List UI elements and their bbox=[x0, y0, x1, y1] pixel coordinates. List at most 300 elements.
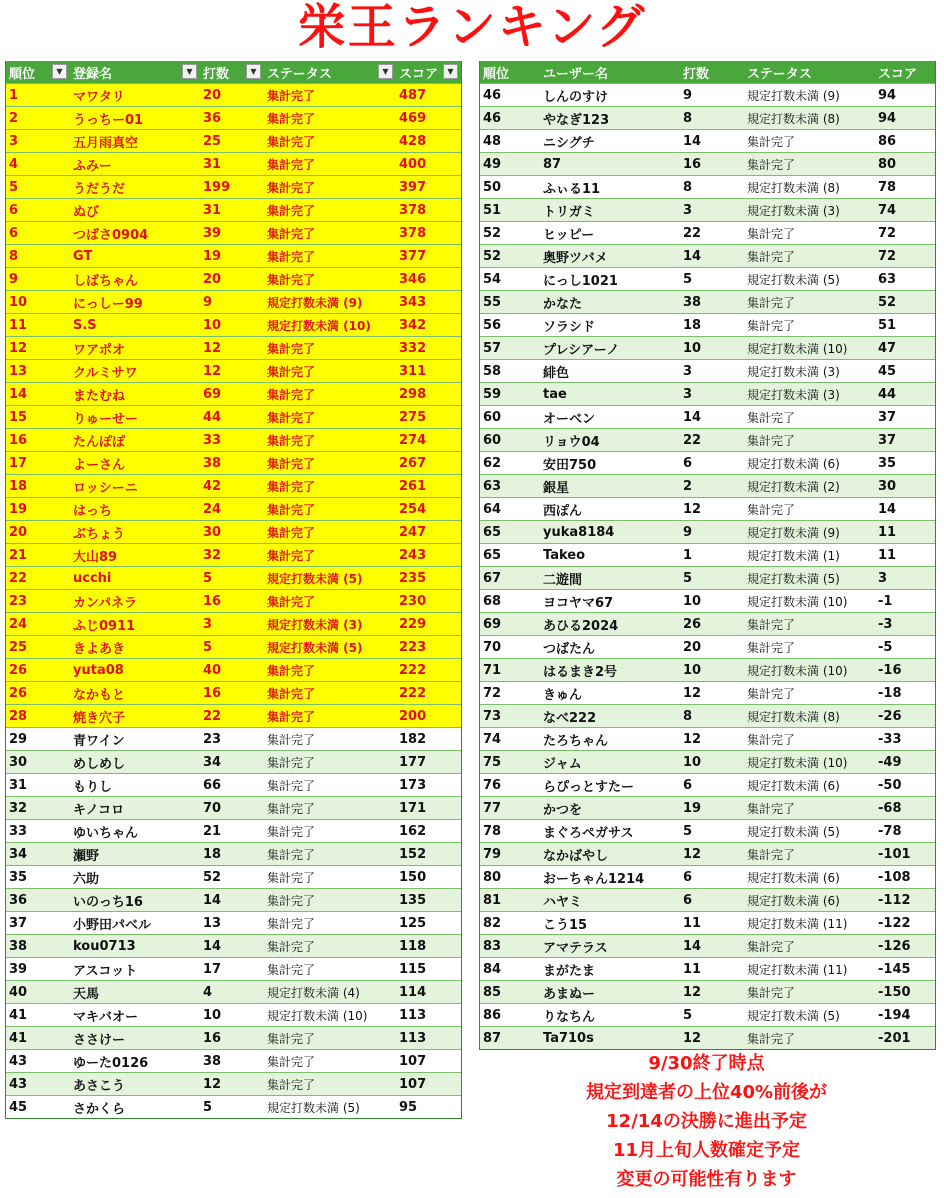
cell-status: 集計完了 bbox=[267, 249, 316, 264]
cell-rank: 21 bbox=[9, 547, 28, 563]
cell-rank: 57 bbox=[483, 340, 502, 356]
cell-name: かなた bbox=[543, 296, 583, 312]
cell-status: 集計完了 bbox=[747, 433, 796, 448]
note-line: 11月上旬人数確定予定 bbox=[612, 1140, 801, 1161]
cell-rank: 60 bbox=[483, 432, 502, 448]
table-row bbox=[480, 865, 935, 888]
table-row bbox=[6, 497, 461, 520]
column-header-at-bats[interactable] bbox=[200, 61, 264, 83]
filter-dropdown-icon[interactable]: ▼ bbox=[378, 64, 393, 79]
table-row bbox=[6, 635, 461, 658]
table-row bbox=[6, 704, 461, 727]
table-row bbox=[480, 750, 935, 773]
table-row bbox=[480, 934, 935, 957]
cell-name: マキバオー bbox=[73, 1009, 139, 1025]
cell-score: 94 bbox=[878, 110, 897, 126]
cell-rank: 87 bbox=[483, 1030, 502, 1046]
cell-status: 集計完了 bbox=[267, 341, 316, 356]
cell-score: -50 bbox=[878, 777, 902, 793]
cell-name: ヨコヤマ67 bbox=[543, 595, 614, 611]
cell-name: ハヤミ bbox=[543, 894, 583, 910]
cell-rank: 84 bbox=[483, 961, 502, 977]
cell-name: きゅん bbox=[543, 687, 583, 703]
cell-name: プレシアーノ bbox=[543, 342, 620, 358]
table-row bbox=[6, 727, 461, 750]
cell-score: 47 bbox=[878, 340, 897, 356]
table-row bbox=[6, 658, 461, 681]
cell-rank: 80 bbox=[483, 869, 502, 885]
cell-score: 222 bbox=[399, 685, 427, 701]
cell-name: つばたん bbox=[543, 641, 596, 657]
table-row bbox=[480, 129, 935, 152]
cell-at-bats: 38 bbox=[683, 294, 702, 310]
cell-at-bats: 25 bbox=[203, 133, 222, 149]
column-header-name[interactable] bbox=[70, 61, 200, 83]
cell-score: 115 bbox=[399, 961, 427, 977]
cell-status: 集計完了 bbox=[747, 134, 796, 149]
cell-status: 集計完了 bbox=[267, 456, 316, 471]
cell-score: -108 bbox=[878, 869, 911, 885]
cell-at-bats: 24 bbox=[203, 501, 222, 517]
table-row bbox=[6, 474, 461, 497]
cell-at-bats: 33 bbox=[203, 432, 222, 448]
cell-name: 天馬 bbox=[73, 986, 100, 1002]
cell-status: 集計完了 bbox=[267, 410, 316, 425]
cell-name: 瀬野 bbox=[73, 848, 100, 864]
cell-name: 六助 bbox=[73, 871, 100, 887]
cell-rank: 16 bbox=[9, 432, 28, 448]
table-row bbox=[6, 1095, 461, 1118]
table-row bbox=[6, 796, 461, 819]
cell-status: 集計完了 bbox=[747, 939, 796, 954]
cell-name: 五月雨真空 bbox=[73, 135, 139, 151]
cell-score: 37 bbox=[878, 409, 897, 425]
cell-status: 規定打数未満 (11) bbox=[747, 916, 848, 931]
cell-rank: 86 bbox=[483, 1007, 502, 1023]
cell-at-bats: 3 bbox=[683, 386, 693, 402]
cell-name: かつを bbox=[543, 802, 583, 818]
cell-score: 11 bbox=[878, 547, 897, 563]
cell-rank: 68 bbox=[483, 593, 502, 609]
cell-score: 342 bbox=[399, 317, 427, 333]
cell-status: 集計完了 bbox=[747, 295, 796, 310]
cell-at-bats: 10 bbox=[203, 1007, 222, 1023]
cell-at-bats: 8 bbox=[683, 708, 693, 724]
cell-status: 集計完了 bbox=[267, 801, 316, 816]
cell-status: 集計完了 bbox=[267, 1077, 316, 1092]
column-header-rank[interactable] bbox=[6, 61, 70, 83]
cell-score: 150 bbox=[399, 869, 427, 885]
cell-score: 254 bbox=[399, 501, 427, 517]
cell-at-bats: 10 bbox=[203, 317, 222, 333]
cell-status: 規定打数未満 (6) bbox=[747, 778, 840, 793]
cell-name: ucchi bbox=[73, 570, 112, 586]
table-row bbox=[6, 1003, 461, 1026]
cell-rank: 60 bbox=[483, 409, 502, 425]
table-row bbox=[480, 589, 935, 612]
table-row bbox=[6, 382, 461, 405]
cell-rank: 22 bbox=[9, 570, 28, 586]
table-row bbox=[480, 152, 935, 175]
cell-at-bats: 14 bbox=[203, 938, 222, 954]
cell-score: -150 bbox=[878, 984, 911, 1000]
cell-rank: 31 bbox=[9, 777, 28, 793]
cell-rank: 35 bbox=[9, 869, 28, 885]
table-row bbox=[6, 980, 461, 1003]
cell-name: tae bbox=[543, 386, 567, 402]
note-line: 変更の可能性有ります bbox=[616, 1169, 797, 1190]
cell-score: 378 bbox=[399, 225, 427, 241]
table-row bbox=[480, 175, 935, 198]
cell-name: たろちゃん bbox=[543, 733, 609, 749]
table-row bbox=[6, 819, 461, 842]
cell-name: アスコット bbox=[73, 963, 138, 979]
column-header-label: 登録名 bbox=[73, 66, 113, 82]
table-row bbox=[6, 175, 461, 198]
cell-rank: 11 bbox=[9, 317, 28, 333]
cell-score: -49 bbox=[878, 754, 902, 770]
cell-status: 規定打数未満 (5) bbox=[747, 1008, 840, 1023]
cell-at-bats: 22 bbox=[683, 432, 702, 448]
cell-rank: 32 bbox=[9, 800, 28, 816]
table-row bbox=[6, 911, 461, 934]
cell-name: たんぽぽ bbox=[73, 434, 126, 450]
cell-rank: 65 bbox=[483, 547, 502, 563]
cell-rank: 34 bbox=[9, 846, 28, 862]
table-row bbox=[6, 152, 461, 175]
cell-score: 229 bbox=[399, 616, 427, 632]
cell-rank: 75 bbox=[483, 754, 502, 770]
cell-rank: 24 bbox=[9, 616, 28, 632]
cell-rank: 81 bbox=[483, 892, 502, 908]
cell-score: 222 bbox=[399, 662, 427, 678]
cell-rank: 8 bbox=[9, 248, 19, 264]
table-row bbox=[6, 244, 461, 267]
cell-score: 52 bbox=[878, 294, 897, 310]
table-row bbox=[6, 750, 461, 773]
table-body bbox=[6, 83, 461, 1118]
table-row bbox=[480, 888, 935, 911]
cell-name: ゆいちゃん bbox=[73, 825, 139, 841]
cell-score: 230 bbox=[399, 593, 427, 609]
cell-score: 11 bbox=[878, 524, 897, 540]
cell-score: 94 bbox=[878, 87, 897, 103]
cell-name: りゅーせー bbox=[73, 411, 139, 427]
cell-at-bats: 9 bbox=[203, 294, 213, 310]
table-row bbox=[6, 865, 461, 888]
column-header-score[interactable] bbox=[396, 61, 461, 83]
cell-name: 安田750 bbox=[543, 457, 597, 473]
cell-rank: 49 bbox=[483, 156, 502, 172]
cell-status: 規定打数未満 (10) bbox=[747, 663, 848, 678]
cell-score: 400 bbox=[399, 156, 427, 172]
table-header bbox=[480, 61, 935, 83]
cell-score: -112 bbox=[878, 892, 911, 908]
cell-name: ふじ0911 bbox=[73, 618, 136, 634]
cell-rank: 39 bbox=[9, 961, 28, 977]
table-row bbox=[480, 635, 935, 658]
cell-score: 200 bbox=[399, 708, 427, 724]
cell-rank: 77 bbox=[483, 800, 502, 816]
cell-at-bats: 6 bbox=[683, 455, 693, 471]
cell-rank: 37 bbox=[9, 915, 28, 931]
cell-rank: 15 bbox=[9, 409, 28, 425]
table-row bbox=[480, 612, 935, 635]
column-header-username: ユーザー名 bbox=[543, 66, 609, 82]
cell-at-bats: 4 bbox=[203, 984, 213, 1000]
cell-at-bats: 5 bbox=[683, 823, 693, 839]
cell-at-bats: 14 bbox=[203, 892, 222, 908]
cell-name: yuka8184 bbox=[543, 524, 615, 540]
filter-dropdown-icon[interactable]: ▼ bbox=[443, 64, 458, 79]
cell-status: 集計完了 bbox=[747, 410, 796, 425]
cell-score: 35 bbox=[878, 455, 897, 471]
announcement-notes bbox=[479, 1049, 934, 1194]
cell-name: 87 bbox=[543, 156, 562, 172]
cell-status: 集計完了 bbox=[267, 226, 316, 241]
cell-score: 135 bbox=[399, 892, 427, 908]
cell-score: 243 bbox=[399, 547, 427, 563]
cell-at-bats: 30 bbox=[203, 524, 222, 540]
cell-at-bats: 31 bbox=[203, 156, 222, 172]
cell-at-bats: 17 bbox=[203, 961, 222, 977]
column-header-label: 順位 bbox=[9, 66, 36, 82]
column-header-label: 打数 bbox=[203, 66, 230, 82]
table-row bbox=[480, 451, 935, 474]
cell-rank: 52 bbox=[483, 248, 502, 264]
cell-rank: 25 bbox=[9, 639, 28, 655]
cell-score: -145 bbox=[878, 961, 911, 977]
cell-rank: 82 bbox=[483, 915, 502, 931]
table-row bbox=[6, 451, 461, 474]
table-row bbox=[6, 129, 461, 152]
cell-score: 377 bbox=[399, 248, 427, 264]
cell-name: 小野田パベル bbox=[73, 917, 152, 933]
cell-name: トリガミ bbox=[543, 204, 595, 220]
cell-status: 集計完了 bbox=[747, 985, 796, 1000]
cell-score: 118 bbox=[399, 938, 427, 954]
cell-at-bats: 19 bbox=[203, 248, 222, 264]
cell-name: 銀星 bbox=[543, 480, 570, 496]
column-header-score: スコア bbox=[878, 66, 918, 82]
cell-rank: 50 bbox=[483, 179, 502, 195]
cell-status: 集計完了 bbox=[747, 157, 796, 172]
cell-at-bats: 13 bbox=[203, 915, 222, 931]
cell-rank: 38 bbox=[9, 938, 28, 954]
cell-status: 規定打数未満 (5) bbox=[267, 571, 363, 586]
cell-rank: 70 bbox=[483, 639, 502, 655]
cell-score: -68 bbox=[878, 800, 902, 816]
table-row bbox=[480, 290, 935, 313]
cell-score: -126 bbox=[878, 938, 911, 954]
cell-rank: 55 bbox=[483, 294, 502, 310]
table-row bbox=[6, 290, 461, 313]
cell-name: 二遊間 bbox=[543, 572, 583, 588]
table-row bbox=[480, 543, 935, 566]
cell-score: 78 bbox=[878, 179, 897, 195]
cell-status: 集計完了 bbox=[267, 893, 316, 908]
cell-score: 74 bbox=[878, 202, 897, 218]
cell-rank: 14 bbox=[9, 386, 28, 402]
cell-at-bats: 12 bbox=[683, 501, 702, 517]
cell-rank: 20 bbox=[9, 524, 28, 540]
cell-status: 集計完了 bbox=[267, 916, 316, 931]
cell-rank: 26 bbox=[9, 685, 28, 701]
cell-score: 72 bbox=[878, 248, 897, 264]
cell-score: 14 bbox=[878, 501, 897, 517]
cell-rank: 43 bbox=[9, 1076, 28, 1092]
cell-at-bats: 8 bbox=[683, 110, 693, 126]
cell-rank: 58 bbox=[483, 363, 502, 379]
cell-name: ワアポオ bbox=[73, 342, 126, 358]
cell-name: yuta08 bbox=[73, 662, 124, 678]
column-header-status[interactable] bbox=[264, 61, 396, 83]
cell-rank: 40 bbox=[9, 984, 28, 1000]
sort-filter-icon[interactable]: ▼ bbox=[52, 64, 67, 79]
cell-rank: 73 bbox=[483, 708, 502, 724]
table-row bbox=[480, 83, 935, 106]
column-header-status: ステータス bbox=[747, 66, 812, 82]
cell-name: ロッシーニ bbox=[73, 480, 138, 496]
cell-rank: 41 bbox=[9, 1030, 28, 1046]
table-row bbox=[6, 1026, 461, 1049]
cell-name: ソラシド bbox=[543, 319, 596, 335]
cell-score: 182 bbox=[399, 731, 427, 747]
cell-name: りなちん bbox=[543, 1009, 596, 1025]
cell-score: 63 bbox=[878, 271, 897, 287]
cell-at-bats: 16 bbox=[203, 593, 222, 609]
cell-rank: 69 bbox=[483, 616, 502, 632]
cell-score: -26 bbox=[878, 708, 902, 724]
cell-at-bats: 44 bbox=[203, 409, 222, 425]
cell-name: まがたま bbox=[543, 963, 596, 979]
filter-dropdown-icon[interactable]: ▼ bbox=[246, 64, 261, 79]
cell-at-bats: 20 bbox=[203, 271, 222, 287]
cell-name: マワタリ bbox=[73, 89, 125, 105]
table-row bbox=[480, 497, 935, 520]
cell-at-bats: 12 bbox=[683, 984, 702, 1000]
table-row bbox=[6, 198, 461, 221]
cell-at-bats: 6 bbox=[683, 777, 693, 793]
cell-at-bats: 52 bbox=[203, 869, 222, 885]
cell-at-bats: 31 bbox=[203, 202, 222, 218]
cell-status: 集計完了 bbox=[267, 180, 316, 195]
cell-rank: 33 bbox=[9, 823, 28, 839]
cell-score: 173 bbox=[399, 777, 427, 793]
cell-rank: 65 bbox=[483, 524, 502, 540]
cell-score: 86 bbox=[878, 133, 897, 149]
cell-status: 規定打数未満 (5) bbox=[747, 571, 840, 586]
cell-status: 集計完了 bbox=[267, 778, 316, 793]
cell-status: 規定打数未満 (6) bbox=[747, 456, 840, 471]
cell-at-bats: 23 bbox=[203, 731, 222, 747]
table-row bbox=[6, 313, 461, 336]
ranking-table-left bbox=[5, 61, 462, 1119]
cell-status: 規定打数未満 (10) bbox=[267, 1008, 368, 1023]
cell-status: 集計完了 bbox=[267, 962, 316, 977]
cell-status: 集計完了 bbox=[747, 847, 796, 862]
cell-rank: 29 bbox=[9, 731, 28, 747]
cell-rank: 10 bbox=[9, 294, 28, 310]
cell-name: うだうだ bbox=[73, 181, 126, 197]
cell-score: 177 bbox=[399, 754, 427, 770]
cell-rank: 28 bbox=[9, 708, 28, 724]
cell-at-bats: 70 bbox=[203, 800, 222, 816]
cell-status: 集計完了 bbox=[747, 249, 796, 264]
cell-at-bats: 3 bbox=[683, 202, 693, 218]
cell-name: ヒッピー bbox=[543, 227, 595, 243]
cell-at-bats: 11 bbox=[683, 961, 702, 977]
cell-status: 規定打数未満 (8) bbox=[747, 709, 840, 724]
cell-score: 72 bbox=[878, 225, 897, 241]
cell-status: 集計完了 bbox=[747, 686, 796, 701]
cell-status: 集計完了 bbox=[747, 801, 796, 816]
filter-dropdown-icon[interactable]: ▼ bbox=[182, 64, 197, 79]
cell-name: またむね bbox=[73, 388, 126, 404]
cell-status: 集計完了 bbox=[267, 755, 316, 770]
cell-at-bats: 6 bbox=[683, 869, 693, 885]
cell-score: 235 bbox=[399, 570, 427, 586]
cell-at-bats: 3 bbox=[203, 616, 213, 632]
cell-score: 275 bbox=[399, 409, 427, 425]
cell-status: 集計完了 bbox=[747, 617, 796, 632]
cell-status: 規定打数未満 (5) bbox=[747, 272, 840, 287]
cell-at-bats: 14 bbox=[683, 409, 702, 425]
cell-name: クルミサワ bbox=[73, 365, 138, 381]
cell-name: Ta710s bbox=[543, 1030, 594, 1046]
cell-rank: 30 bbox=[9, 754, 28, 770]
cell-name: kou0713 bbox=[73, 938, 136, 954]
cell-rank: 6 bbox=[9, 225, 19, 241]
cell-status: 集計完了 bbox=[267, 709, 316, 724]
cell-name: 焼き穴子 bbox=[73, 710, 126, 726]
cell-score: -18 bbox=[878, 685, 902, 701]
cell-at-bats: 14 bbox=[683, 248, 702, 264]
column-header-label: スコア bbox=[399, 66, 439, 82]
cell-name: アマテラス bbox=[543, 940, 608, 956]
cell-score: -1 bbox=[878, 593, 893, 609]
table-row bbox=[6, 520, 461, 543]
cell-status: 集計完了 bbox=[267, 157, 316, 172]
cell-name: さかくら bbox=[73, 1101, 126, 1117]
cell-at-bats: 40 bbox=[203, 662, 222, 678]
cell-score: 378 bbox=[399, 202, 427, 218]
table-row bbox=[480, 1003, 935, 1026]
cell-score: 45 bbox=[878, 363, 897, 379]
cell-name: にっし1021 bbox=[543, 273, 618, 289]
cell-status: 規定打数未満 (11) bbox=[747, 962, 848, 977]
cell-score: 469 bbox=[399, 110, 427, 126]
cell-status: 集計完了 bbox=[267, 594, 316, 609]
cell-status: 規定打数未満 (5) bbox=[267, 1100, 360, 1115]
column-header-rank: 順位 bbox=[483, 66, 510, 82]
cell-status: 規定打数未満 (3) bbox=[747, 203, 840, 218]
cell-name: おーちゃん1214 bbox=[543, 871, 645, 887]
cell-score: 267 bbox=[399, 455, 427, 471]
cell-name: キノコロ bbox=[73, 802, 125, 818]
cell-name: 青ワイン bbox=[73, 733, 125, 749]
cell-name: しんのすけ bbox=[543, 89, 609, 105]
cell-at-bats: 69 bbox=[203, 386, 222, 402]
cell-at-bats: 12 bbox=[203, 363, 222, 379]
cell-status: 集計完了 bbox=[267, 870, 316, 885]
cell-score: 113 bbox=[399, 1007, 427, 1023]
cell-at-bats: 12 bbox=[203, 1076, 222, 1092]
table-header bbox=[6, 61, 461, 83]
cell-rank: 74 bbox=[483, 731, 502, 747]
cell-score: -5 bbox=[878, 639, 893, 655]
cell-at-bats: 12 bbox=[683, 685, 702, 701]
